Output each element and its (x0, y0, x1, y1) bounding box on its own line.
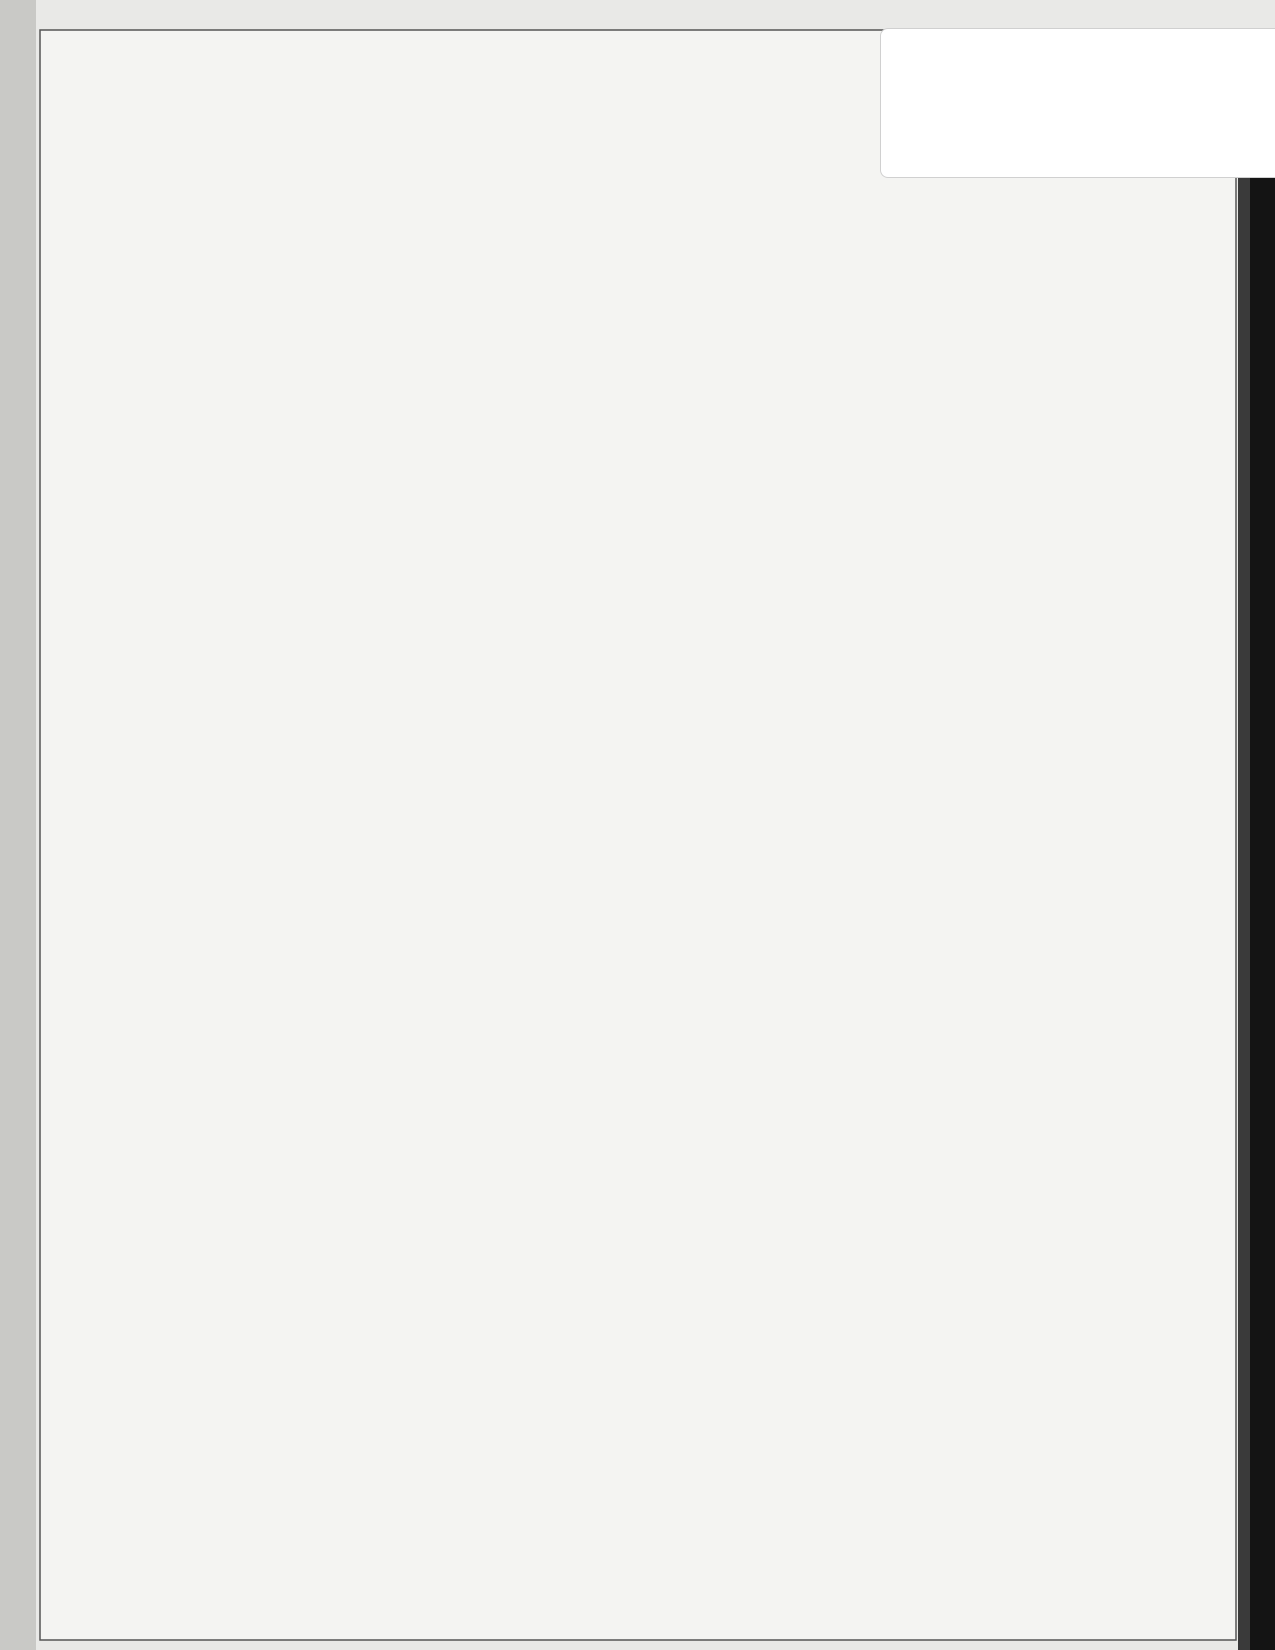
census-form (40, 30, 1236, 1640)
exhibit-sticker (880, 28, 1275, 178)
